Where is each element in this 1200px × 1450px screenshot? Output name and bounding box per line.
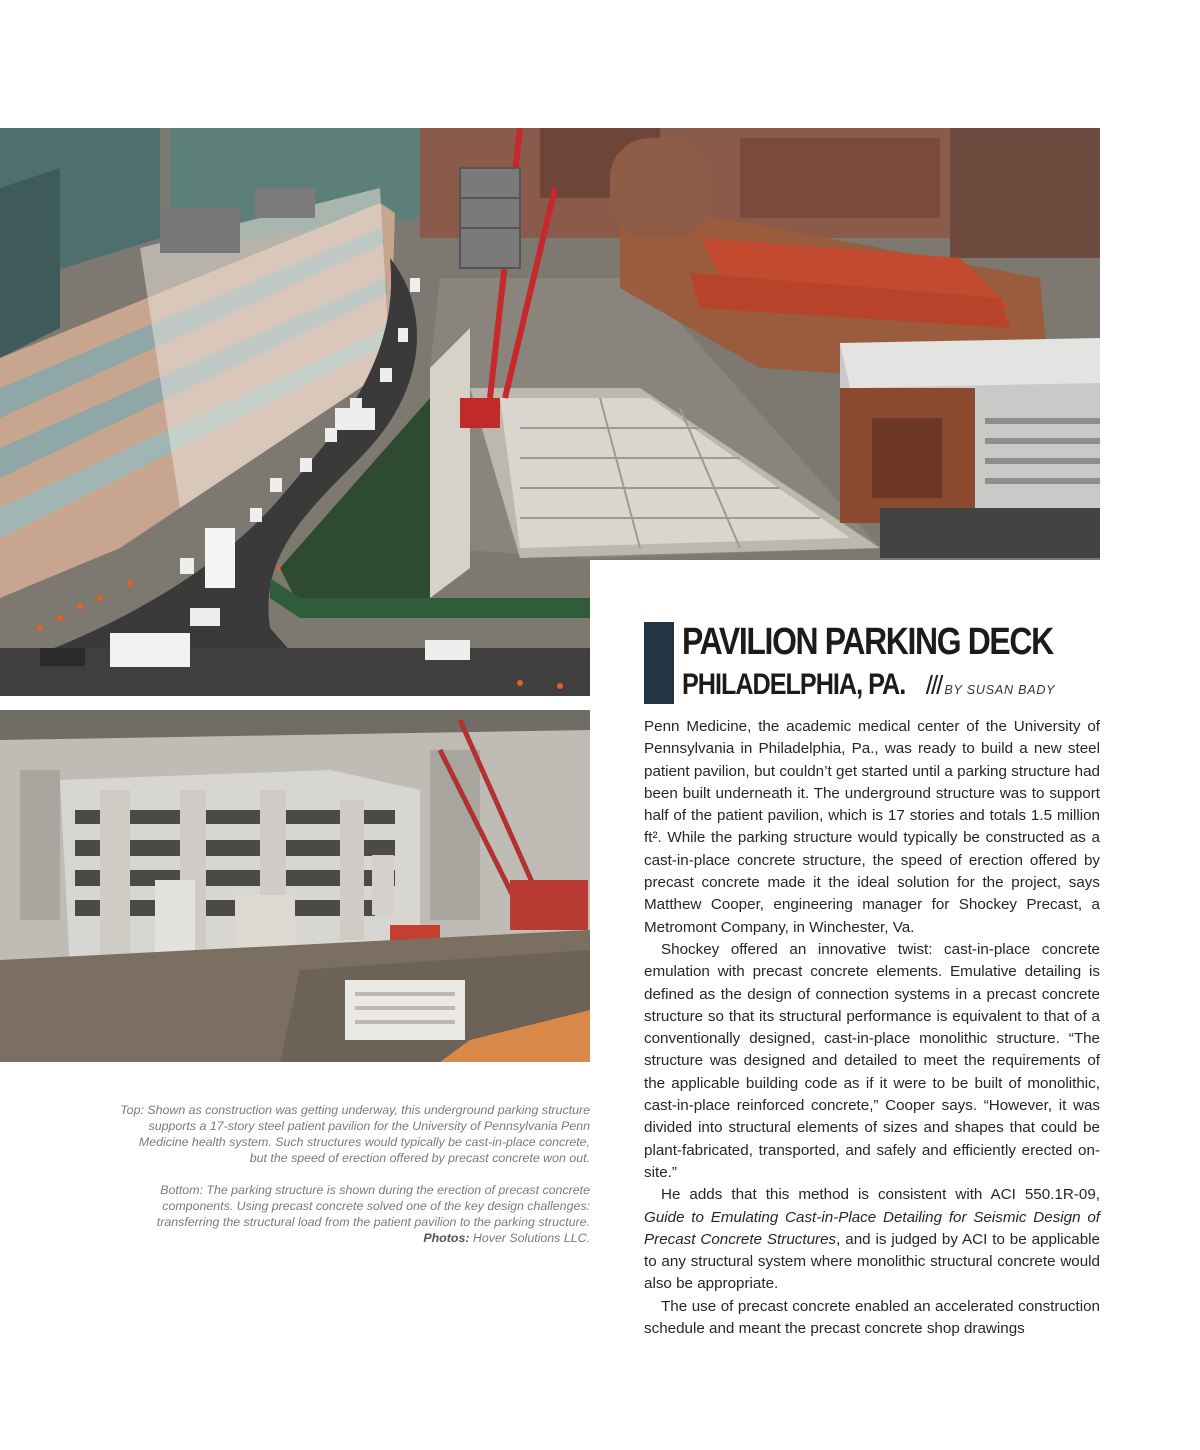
byline: BY SUSAN BADY	[944, 683, 1056, 697]
article-subtitle-line	[682, 666, 1055, 709]
article-location: PHILADELPHIA, PA.	[682, 668, 906, 701]
caption-credit-label: Photos:	[423, 1231, 470, 1245]
heading-accent-bar	[644, 622, 674, 704]
precast-structure-photo	[0, 710, 590, 1062]
article-body	[644, 716, 1100, 1340]
aci-guide-title: Guide to Emulating Cast-in-Place Detailing for Seismic Design of Precast Concrete Structures	[644, 1208, 1100, 1248]
caption-credit: Hover Solutions LLC.	[469, 1231, 590, 1245]
paragraph-3-start: He adds that this method is consistent with ACI 550.1R-09,	[661, 1186, 1100, 1204]
caption-bottom-text: Bottom: The parking structure is shown during the erection of precast concrete components. Using precast concrete solved one of the key design challenges: transferring the structural load from the patient pavilion to the parking structure.	[156, 1183, 590, 1229]
paragraph-1: Penn Medicine, the academic medical center of the University of Pennsylvania in Philadelphia, Pa., was ready to build a new steel patient pavilion, but couldn’t get started until a parking structure had been built underneath it. The underground structure was to support half of the patient pavilion, which is 17 stories and totals 1.5 million ft². While the parking structure would typically be constructed as a cast-in-place concrete structure, the speed of erection offered by precast concrete made it the ideal solution for the project, says Matthew Cooper, engineering manager for Shockey Precast, a Metromont Company, in Winchester, Va.	[644, 718, 1100, 936]
photo-captions	[120, 1102, 590, 1262]
article-title: PAVILION PARKING DECK	[682, 621, 1053, 663]
paragraph-4: The use of precast concrete enabled an accelerated construction schedule and meant the precast concrete shop drawings	[644, 1297, 1100, 1338]
paragraph-3	[644, 1184, 1100, 1295]
paragraph-3-end: , and is judged by ACI to be applicable to any structural system where monolithic structural concrete would also be appropriate.	[644, 1230, 1100, 1293]
paragraph-2: Shockey offered an innovative twist: cast-in-place concrete emulation with precast concrete elements. Emulative detailing is defined as the design of connection systems in a precast concrete structure so that its structural performance is equivalent to that of a conventionally designed, cast-in-place monolithic structure. “The structure was designed and detailed to meet the requirements of the applicable building code as if it were to be built of monolithic, cast-in-place reinforced concrete,” Cooper says. “However, it was divided into structural elements of sizes and shapes that could be plant-fabricated, transported, and safely and efficiently erected on-site.”	[644, 940, 1100, 1181]
caption-bottom	[120, 1182, 590, 1246]
heading-slashes: ///	[925, 670, 942, 700]
caption-top: Top: Shown as construction was getting underway, this underground parking structure supports a 17-story steel patient pavilion for the University of Pennsylvania Penn Medicine health system. Such structures would typically be cast-in-place concrete, but the speed of erection offered by precast concrete won out.	[120, 1103, 590, 1165]
